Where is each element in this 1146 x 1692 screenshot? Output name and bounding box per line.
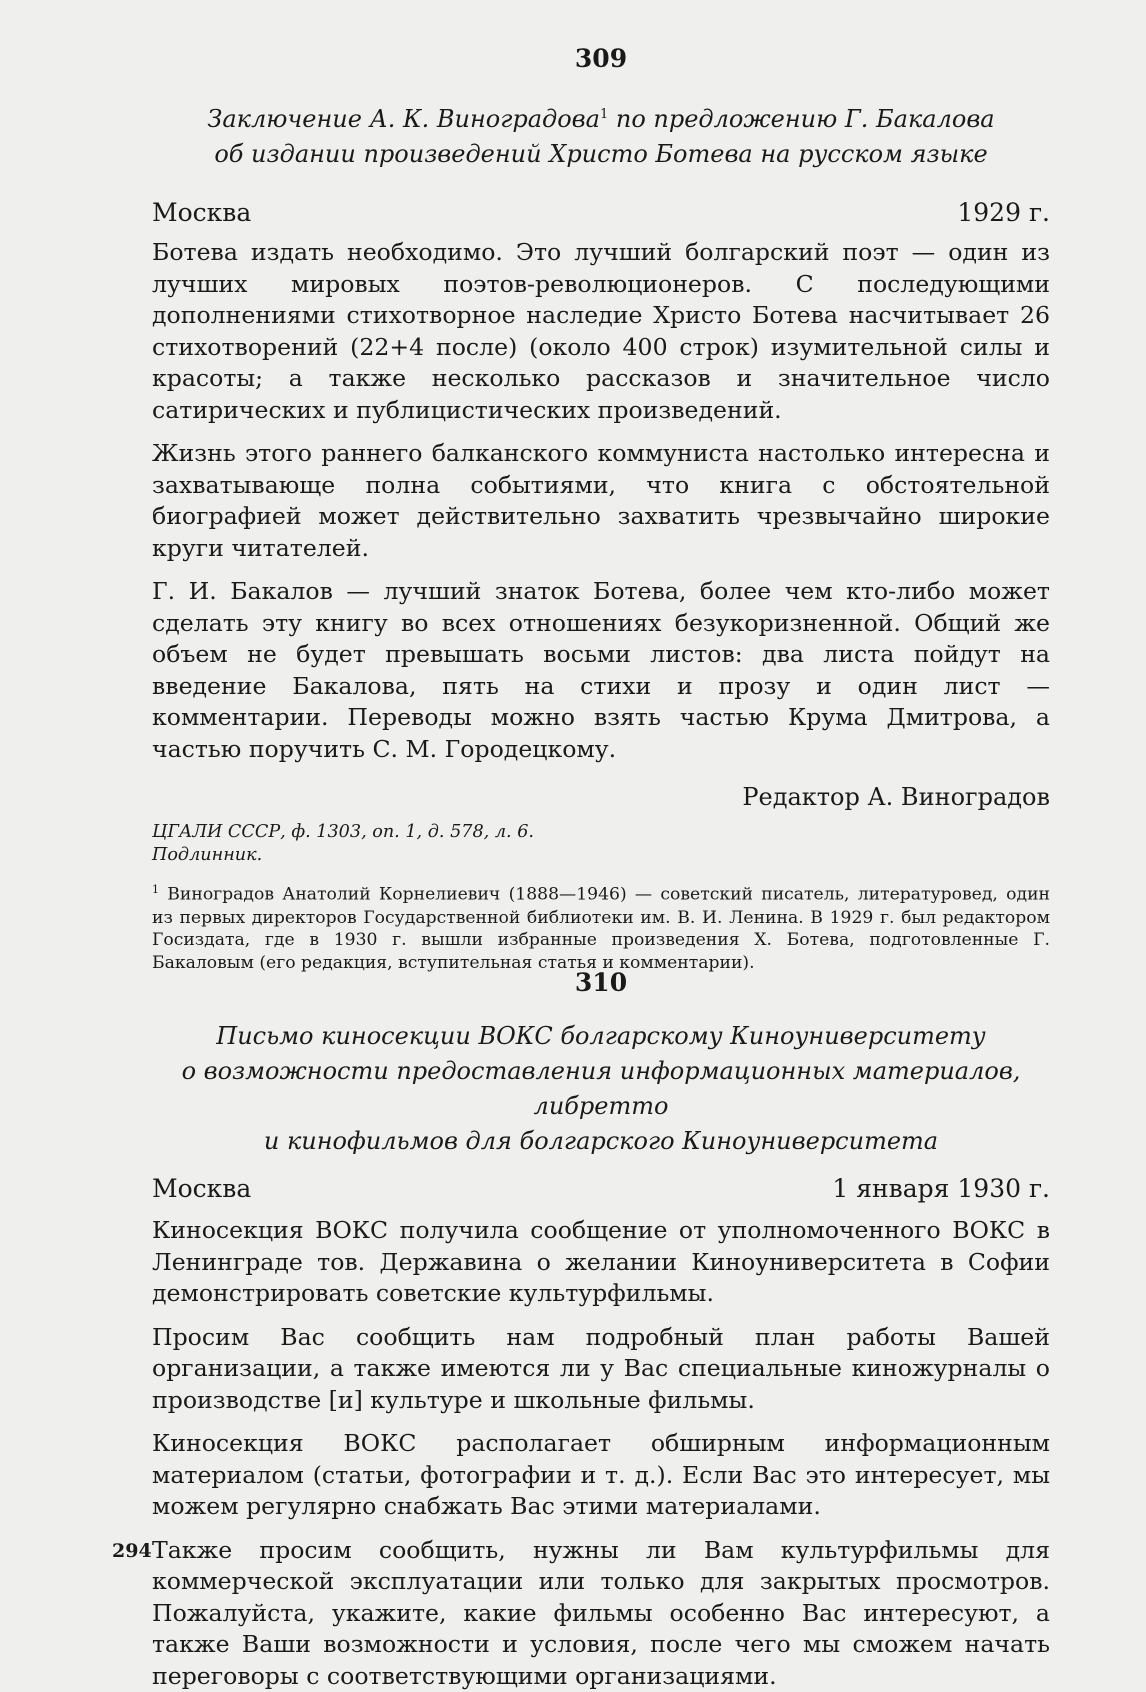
paragraph: Просим Вас сообщить нам подробный план работы Вашей организации, а также имеются ли у Вас специальные киножурналы о производстве [и] культуре и школьные фильмы. [152,1322,1050,1417]
document-number: 310 [152,968,1050,997]
document-body [152,237,1050,765]
document-title: Письмо киносекции ВОКС болгарскому Киноуниверситету о возможности предоставления информационных материалов, либретто и кинофильмов для болгарского Киноуниверситета [152,1019,1050,1159]
date: 1 января 1930 г. [832,1173,1050,1205]
place: Москва [152,197,251,229]
paragraph: Киносекция ВОКС располагает обширным информационным материалом (статьи, фотографии и т. д.). Если Вас это интересует, мы можем регулярно снабжать Вас этими материалами. [152,1428,1050,1523]
paragraph: Ботева издать необходимо. Это лучший болгарский поэт — один из лучших мировых поэтов-революционеров. С последующими дополнениями стихотворное наследие Христо Ботева насчитывает 26 стихотворений (22+4 после) (около 400 строк) изумительной силы и красоты; а также несколько рассказов и значительное число сатирических и публицистических произведений. [152,237,1050,426]
dateline [152,1173,1050,1205]
paragraph: Также просим сообщить, нужны ли Вам культурфильмы для коммерческой эксплуатации или только для закрытых просмотров. Пожалуйста, укажите, какие фильмы особенно Вас интересуют, а также Ваши возможности и условия, после чего мы сможем начать переговоры с соответствующими организациями. [152,1535,1050,1692]
document-310 [152,968,1050,1692]
document-309 [152,44,1050,975]
footnote-number: 1 [152,883,159,896]
page-number: 294 [112,1540,152,1562]
footnote [152,879,1050,975]
document-number: 309 [152,44,1050,73]
paragraph: Г. И. Бакалов — лучший знаток Ботева, более чем кто-либо может сделать эту книгу во всех отношениях безукоризненной. Общий же объем не будет превышать восьми листов: два листа пойдут на введение Бакалова, пять на стихи и прозу и один лист — комментарии. Переводы можно взять частью Крума Дмитрова, а частью поручить С. М. Городецкому. [152,576,1050,765]
footnote-text: Виноградов Анатолий Корнелиевич (1888—1946) — советский писатель, литературовед, один из первых директоров Государственной библиотеки им. В. И. Ленина. В 1929 г. был редактором Госиздата, где в 1930 г. вышли избранные произведения Х. Ботева, подготовленные Г. Бакаловым (его редакция, вступительная статья и комментарии). [152,885,1050,973]
place: Москва [152,1173,251,1205]
date: 1929 г. [957,197,1050,229]
dateline [152,197,1050,229]
footnote-mark: 1 [600,107,608,122]
signature: Редактор А. Виноградов [152,783,1050,811]
archive-reference: ЦГАЛИ СССР, ф. 1303, оп. 1, д. 578, л. 6. Подлинник. [152,821,1050,867]
paragraph: Киносекция ВОКС получила сообщение от уполномоченного ВОКС в Ленинграде тов. Державина о желании Киноуниверситета в Софии демонстрировать советские культурфильмы. [152,1215,1050,1310]
paragraph: Жизнь этого раннего балканского коммуниста настолько интересна и захватывающе полна событиями, что книга с обстоятельной биографией может действительно захватить чрезвычайно широкие круги читателей. [152,438,1050,564]
document-body [152,1215,1050,1692]
document-title: Заключение А. К. Виноградова$^1$ по предложению Г. Бакалова об издании произведений Христо Ботева на русском языке [152,97,1050,172]
